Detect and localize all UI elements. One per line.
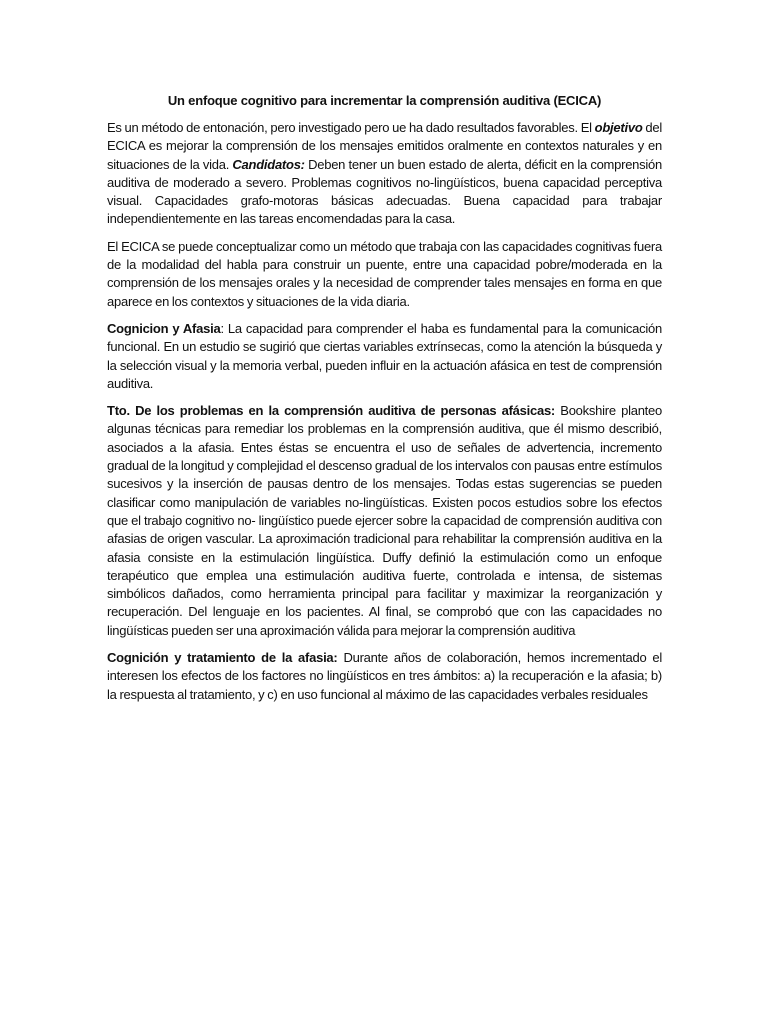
document-page (107, 92, 662, 713)
ecica-concept-text: El ECICA se puede conceptualizar como un método que trabaja con las capacidades cognitivas fuera de la modalidad del habla para construir un puente, entre una capacidad pobre/moderada en la comprensión de los mensajes orales y la necesidad de comprender tales mensajes en forma en que aparece en los contextos y situaciones de la vida diaria. (107, 238, 662, 309)
paragraph-cognicion-afasia (107, 320, 662, 393)
paragraph-cognicion-tratamiento (107, 649, 662, 704)
cognicion-afasia-text: : La capacidad para comprender el haba es fundamental para la comunicación funcional. En un estudio se sugirió que ciertas variables extrínsecas, como la atención la búsqueda y la selección visual y la memoria verbal, pueden influir en la actuación afásica en test de comprensión auditiva. (107, 320, 662, 391)
candidatos-label: Candidatos: (232, 156, 305, 172)
objetivo-label: objetivo (594, 120, 643, 135)
intro-text-b: del ECICA es mejorar la comprensión de los mensajes emitidos oralmente en contextos naturales y en situaciones de la vida. (107, 120, 663, 172)
tratamiento-problemas-text: Bookshire planteo algunas técnicas para remediar los problemas en la comprensión auditiva, que él mismo describió, asociados a la afasia. Entes éstas se encuentra el uso de señales de advertencia, incremento gradual de la longitud y complejidad el descenso gradual de los intervalos con pausas entre estímulos sucesivos y la inserción de pausas dentro de los mensajes. Todas estas sugerencias se pueden clasificar como manipulación de variables no-lingüísticas. Existen pocos estudios sobre los efectos que el trabajo cognitivo no- lingüístico puede ejercer sobre la capacidad de comprensión auditiva con afasias de origen vascular. La aproximación tradicional para rehabilitar la comprensión auditiva en la afasia consiste en la estimulación lingüística. Duffy definió la estimulación como un enfoque terapéutico que emplea una estimulación auditiva fuerte, controlada e intensa, de sistemas simbólicos dañados, como herramienta principal para facilitar y maximizar la reorganización y recuperación. Del lenguaje en los pacientes. Al final, se comprobó que con las capacidades no lingüísticas pueden ser una aproximación válida para mejorar la comprensión auditiva (107, 403, 663, 638)
paragraph-tratamiento-problemas (107, 402, 662, 640)
intro-text-c: Deben tener un buen estado de alerta, déficit en la comprensión auditiva de moderado a severo. Problemas cognitivos no-lingüísticos, buena capacidad perceptiva visual. Capacidades grafo-motoras básicas adecuadas. Buena capacidad para trabajar independientemente en las tareas encomendadas para la casa. (107, 156, 663, 227)
paragraph-intro (107, 119, 662, 229)
cognicion-tratamiento-heading: Cognición y tratamiento de la afasia: (107, 650, 338, 666)
paragraph-ecica-concept (107, 238, 662, 311)
intro-text-a: Es un método de entonación, pero investigado pero ue ha dado resultados favorables. El (107, 120, 595, 135)
cognicion-tratamiento-text: Durante años de colaboración, hemos incrementado el interesen los efectos de los factores no lingüísticos en tres ámbitos: a) la recuperación e la afasia; b) la respuesta al tratamiento, y c) en uso funcional al máximo de las capacidades verbales residuales (107, 650, 662, 702)
tratamiento-problemas-heading: Tto. De los problemas en la comprensión auditiva de personas afásicas: (107, 403, 556, 419)
document-title: Un enfoque cognitivo para incrementar la comprensión auditiva (ECICA) (167, 93, 602, 108)
cognicion-afasia-heading: Cognicion y Afasia (107, 320, 221, 336)
